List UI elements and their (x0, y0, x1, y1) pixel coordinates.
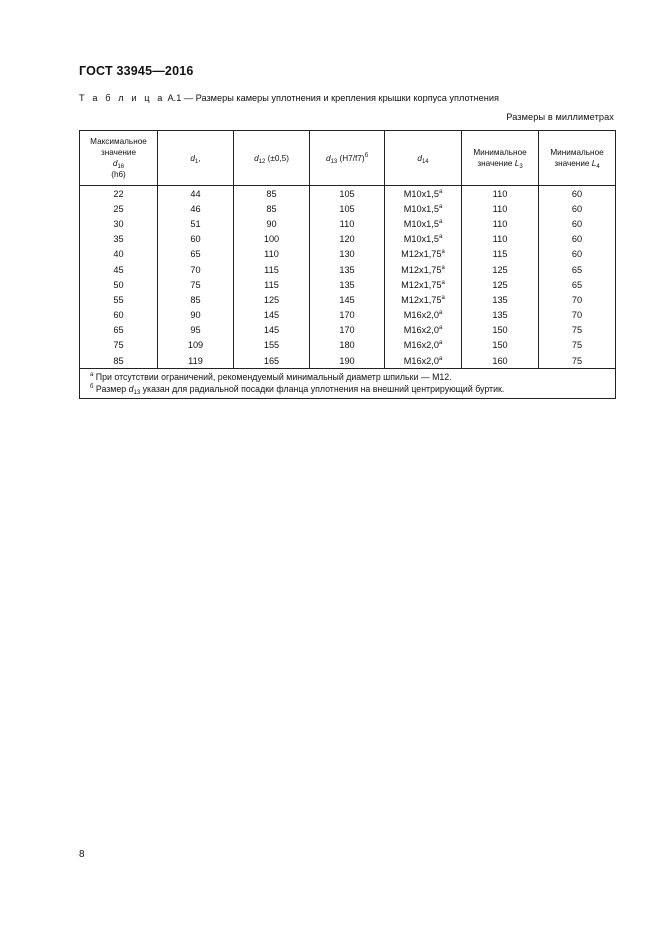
cell-l4-value: 60 (571, 203, 583, 214)
dimensions-table (79, 130, 616, 399)
cell-l3-value: 110 (492, 234, 508, 245)
cell-d1-value: 44 (190, 188, 201, 199)
cell-d16-value: 40 (113, 249, 124, 260)
cell-d12-value: 115 (264, 279, 279, 290)
cell-d1 (158, 308, 234, 323)
table-caption (79, 93, 499, 103)
header-d13-subscript: 13 (330, 158, 338, 165)
cell-d13-value: 190 (339, 355, 355, 366)
cell-l4 (539, 277, 616, 292)
cell-l4 (539, 247, 616, 262)
cell-d14-footnote-mark: а (438, 340, 443, 347)
cell-d16 (80, 323, 158, 338)
document-code: ГОСТ 33945—2016 (79, 64, 194, 78)
footnote-b-text-before: Размер (95, 383, 127, 394)
cell-d1-value: 46 (190, 203, 201, 214)
cell-d16 (80, 338, 158, 353)
cell-d16-value: 85 (113, 355, 124, 366)
header-d16-subscript: 16 (117, 164, 125, 170)
cell-l4 (539, 323, 616, 338)
cell-d16-value: 55 (113, 294, 124, 305)
cell-d16 (80, 186, 158, 202)
cell-l4 (539, 186, 616, 202)
cell-d12-value: 155 (263, 340, 280, 351)
footnote-b-text-after: указан для радиальной посадки фланца уплотнения на внешний центрирующий буртик. (142, 383, 505, 394)
cell-d1 (158, 232, 234, 247)
cell-d14-value: M12x1,75 (401, 279, 442, 290)
cell-d14-footnote-mark: а (438, 218, 443, 225)
cell-d16-value: 22 (113, 188, 124, 199)
header-l3-line1: Минимальное (473, 148, 527, 157)
cell-l3-value: 125 (492, 264, 508, 275)
cell-d14 (385, 186, 462, 202)
header-l4-symbol: L (591, 159, 597, 168)
cell-d14-value: M16x2,0 (403, 310, 439, 321)
header-l3-symbol: L (514, 159, 520, 168)
cell-d12 (234, 323, 310, 338)
header-d13-symbol: d (326, 153, 331, 163)
cell-d12 (234, 353, 310, 369)
cell-d13-value: 170 (339, 325, 355, 336)
cell-d13-value: 145 (339, 294, 355, 305)
footnote-a (90, 372, 615, 384)
cell-d12-value: 115 (264, 264, 279, 275)
table-notes-row (80, 369, 616, 399)
cell-l3-value: 160 (492, 355, 508, 366)
cell-d13 (310, 277, 385, 292)
cell-d12-value: 85 (266, 203, 277, 214)
footnote-a-mark: а (90, 372, 94, 379)
header-d14-subscript: 14 (421, 158, 429, 165)
cell-l4 (539, 308, 616, 323)
table-caption-title: — Размеры камеры уплотнения и крепления крышки корпуса уплотнения (183, 93, 499, 103)
cell-d12-value: 125 (263, 294, 280, 305)
header-d13 (310, 131, 385, 186)
cell-l4-value: 60 (571, 188, 583, 199)
header-d12 (234, 131, 310, 186)
cell-d13 (310, 292, 385, 307)
header-d1 (158, 131, 234, 186)
cell-l3 (462, 247, 539, 262)
cell-d16-value: 75 (113, 340, 124, 351)
cell-l4 (539, 216, 616, 231)
cell-l3 (462, 262, 539, 277)
cell-d13-value: 110 (339, 218, 355, 229)
cell-d12 (234, 232, 310, 247)
cell-d13-value: 105 (339, 203, 355, 214)
cell-d14-footnote-mark: а (441, 249, 445, 256)
cell-l3 (462, 232, 539, 247)
cell-d13 (310, 323, 385, 338)
cell-d1 (158, 292, 234, 307)
cell-d14 (385, 308, 462, 323)
cell-l3 (462, 277, 539, 292)
cell-d13 (310, 186, 385, 202)
cell-d13 (310, 308, 385, 323)
header-d13-tolerance: (H7/f7) (339, 153, 365, 163)
cell-l3-value: 135 (492, 310, 508, 321)
header-l4 (539, 131, 616, 186)
cell-d1-value: 75 (190, 279, 201, 290)
cell-d12 (234, 277, 310, 292)
cell-l3 (462, 292, 539, 307)
cell-d16 (80, 232, 158, 247)
header-d16 (80, 131, 158, 186)
cell-d14-footnote-mark: а (438, 310, 443, 317)
cell-l4 (539, 292, 616, 307)
cell-d12-value: 110 (264, 249, 279, 260)
cell-d16-value: 50 (113, 279, 124, 290)
cell-l4-value: 60 (571, 249, 583, 260)
cell-l4-value: 70 (571, 310, 583, 321)
table-row (80, 308, 616, 323)
footnote-b-symbol: d (128, 383, 134, 394)
cell-d16 (80, 262, 158, 277)
table-row (80, 186, 616, 202)
cell-l3-value: 150 (492, 340, 508, 351)
cell-d13 (310, 247, 385, 262)
cell-d16-value: 45 (113, 264, 124, 275)
cell-l3-value: 150 (492, 325, 508, 336)
header-l4-subscript: 4 (596, 164, 600, 170)
cell-d13 (310, 216, 385, 231)
table-row (80, 323, 616, 338)
cell-d14-footnote-mark: а (438, 234, 443, 241)
cell-l3 (462, 353, 539, 369)
cell-d16-value: 60 (113, 310, 124, 321)
cell-d14-footnote-mark: а (438, 188, 443, 195)
table-row (80, 262, 616, 277)
cell-d14-value: M16x2,0 (403, 340, 439, 351)
cell-d14 (385, 216, 462, 231)
header-d12-subscript: 12 (258, 158, 266, 165)
header-l4-line1: Минимальное (550, 148, 604, 157)
cell-l3 (462, 308, 539, 323)
cell-d1-value: 60 (190, 234, 201, 245)
page-number: 8 (79, 849, 85, 860)
cell-d13-value: 135 (339, 279, 355, 290)
cell-d13-value: 180 (339, 340, 355, 351)
header-d1-subscript: 1 (194, 158, 199, 165)
cell-d1-value: 90 (190, 310, 201, 321)
cell-d16 (80, 216, 158, 231)
footnote-b-subscript: 13 (133, 389, 141, 396)
cell-l4-value: 65 (571, 264, 583, 275)
table-header-row (80, 131, 616, 186)
cell-d1 (158, 353, 234, 369)
cell-d12-value: 90 (266, 218, 277, 229)
cell-d12-value: 100 (263, 234, 280, 245)
header-l4-line2: значение (554, 159, 590, 168)
cell-l4-value: 75 (571, 340, 583, 351)
footnote-a-text: При отсутствии ограничений, рекомендуемый минимальный диаметр шпильки — М12. (95, 372, 452, 383)
cell-l4-value: 75 (571, 355, 583, 366)
table-row (80, 247, 616, 262)
header-l3-line2: значение (477, 159, 513, 168)
table-row (80, 201, 616, 216)
cell-d16 (80, 308, 158, 323)
cell-d14 (385, 323, 462, 338)
cell-d13 (310, 232, 385, 247)
cell-l4-value: 70 (571, 294, 583, 305)
cell-d12 (234, 247, 310, 262)
cell-d1 (158, 338, 234, 353)
cell-d1-value: 70 (190, 264, 201, 275)
cell-d12 (234, 338, 310, 353)
cell-d1-value: 119 (188, 355, 203, 366)
cell-d13 (310, 353, 385, 369)
cell-l4 (539, 353, 616, 369)
cell-d14 (385, 201, 462, 216)
cell-d16 (80, 247, 158, 262)
cell-d13-value: 170 (339, 310, 355, 321)
cell-l3 (462, 323, 539, 338)
header-d13-footnote-mark: б (364, 152, 368, 159)
footnote-b (90, 384, 615, 396)
cell-d14 (385, 353, 462, 369)
cell-d14-value: M10x1,5 (403, 218, 439, 229)
cell-d14-footnote-mark: а (441, 279, 445, 286)
cell-l3-value: 110 (492, 203, 508, 214)
footnote-b-mark: б (90, 383, 94, 390)
cell-d1 (158, 262, 234, 277)
cell-l3-value: 115 (492, 249, 508, 260)
cell-l3 (462, 186, 539, 202)
cell-d12 (234, 216, 310, 231)
cell-d16-value: 65 (113, 325, 124, 336)
cell-l4-value: 60 (571, 218, 583, 229)
cell-d16 (80, 292, 158, 307)
cell-d14-value: M10x1,5 (403, 203, 439, 214)
header-l3-subscript: 3 (519, 164, 523, 170)
cell-d14-value: M12x1,75 (401, 294, 442, 305)
cell-d14-value: M16x2,0 (403, 355, 439, 366)
cell-d16 (80, 277, 158, 292)
cell-d16-value: 25 (113, 203, 124, 214)
cell-d14 (385, 338, 462, 353)
cell-d14 (385, 247, 462, 262)
header-d16-line1: Максимальное (90, 137, 147, 146)
cell-d14 (385, 292, 462, 307)
cell-d13 (310, 262, 385, 277)
cell-d12 (234, 308, 310, 323)
header-d12-symbol: d (254, 153, 259, 163)
header-d14-symbol: d (417, 153, 422, 163)
cell-d12-value: 85 (266, 188, 277, 199)
cell-d14 (385, 232, 462, 247)
cell-d14-value: M12x1,75 (401, 249, 442, 260)
cell-l3 (462, 216, 539, 231)
cell-d1-value: 109 (187, 340, 204, 351)
cell-d14-footnote-mark: а (438, 325, 443, 332)
cell-d14-value: M12x1,75 (401, 264, 442, 275)
table-row (80, 292, 616, 307)
header-d16-line2: значение (100, 148, 137, 157)
cell-d1-value: 85 (190, 294, 201, 305)
cell-d1 (158, 247, 234, 262)
header-d14 (385, 131, 462, 186)
units-note: Размеры в миллиметрах (506, 112, 614, 122)
cell-d13-value: 105 (339, 188, 355, 199)
cell-d12 (234, 201, 310, 216)
table-caption-number: А.1 (167, 93, 182, 103)
cell-l4 (539, 201, 616, 216)
header-d16-symbol: d (112, 159, 118, 168)
cell-l4 (539, 262, 616, 277)
header-d12-tolerance: (±0,5) (267, 153, 289, 163)
cell-d16-value: 30 (113, 218, 124, 229)
cell-l4-value: 75 (571, 325, 583, 336)
header-l3 (462, 131, 539, 186)
cell-l4-value: 60 (571, 234, 583, 245)
cell-d12-value: 145 (263, 310, 280, 321)
cell-d1 (158, 201, 234, 216)
table-row (80, 338, 616, 353)
cell-d14 (385, 262, 462, 277)
cell-d13-value: 120 (339, 234, 355, 245)
cell-d14-footnote-mark: а (438, 203, 443, 210)
cell-l3 (462, 201, 539, 216)
cell-d12 (234, 186, 310, 202)
table-row (80, 216, 616, 231)
cell-d14-value: M16x2,0 (403, 325, 439, 336)
cell-d14 (385, 277, 462, 292)
cell-l3-value: 110 (492, 218, 508, 229)
table-body (80, 186, 616, 369)
cell-d12-value: 145 (263, 325, 280, 336)
cell-l3-value: 125 (492, 279, 508, 290)
cell-l4 (539, 338, 616, 353)
cell-d14-footnote-mark: а (438, 355, 443, 362)
cell-l3-value: 135 (492, 294, 508, 305)
cell-d14-footnote-mark: а (441, 264, 445, 271)
cell-l4 (539, 232, 616, 247)
cell-d1-value: 95 (190, 325, 201, 336)
table-notes (80, 369, 616, 399)
cell-d14-value: M10x1,5 (403, 234, 439, 245)
cell-d13-value: 130 (339, 249, 355, 260)
table-row (80, 353, 616, 369)
cell-d14-value: M10x1,5 (403, 188, 439, 199)
cell-d16 (80, 353, 158, 369)
cell-d12-value: 165 (263, 355, 280, 366)
cell-d14-footnote-mark: а (441, 294, 445, 301)
cell-d13-value: 135 (339, 264, 355, 275)
cell-d16 (80, 201, 158, 216)
cell-d13 (310, 201, 385, 216)
cell-d1-value: 65 (190, 249, 201, 260)
cell-d12 (234, 262, 310, 277)
cell-l3-value: 110 (492, 188, 508, 199)
cell-d1 (158, 216, 234, 231)
header-d16-tolerance: (h6) (111, 170, 126, 179)
cell-d1 (158, 277, 234, 292)
cell-d1 (158, 323, 234, 338)
cell-d16-value: 35 (113, 234, 124, 245)
header-d1-symbol: d (190, 153, 195, 163)
cell-l3 (462, 338, 539, 353)
table-caption-prefix: Т а б л и ц а (79, 93, 165, 103)
cell-l4-value: 65 (571, 279, 583, 290)
cell-d13 (310, 338, 385, 353)
table-row (80, 232, 616, 247)
table-row (80, 277, 616, 292)
header-d1-suffix: , (198, 153, 201, 163)
cell-d12 (234, 292, 310, 307)
cell-d1-value: 51 (190, 218, 201, 229)
cell-d1 (158, 186, 234, 202)
